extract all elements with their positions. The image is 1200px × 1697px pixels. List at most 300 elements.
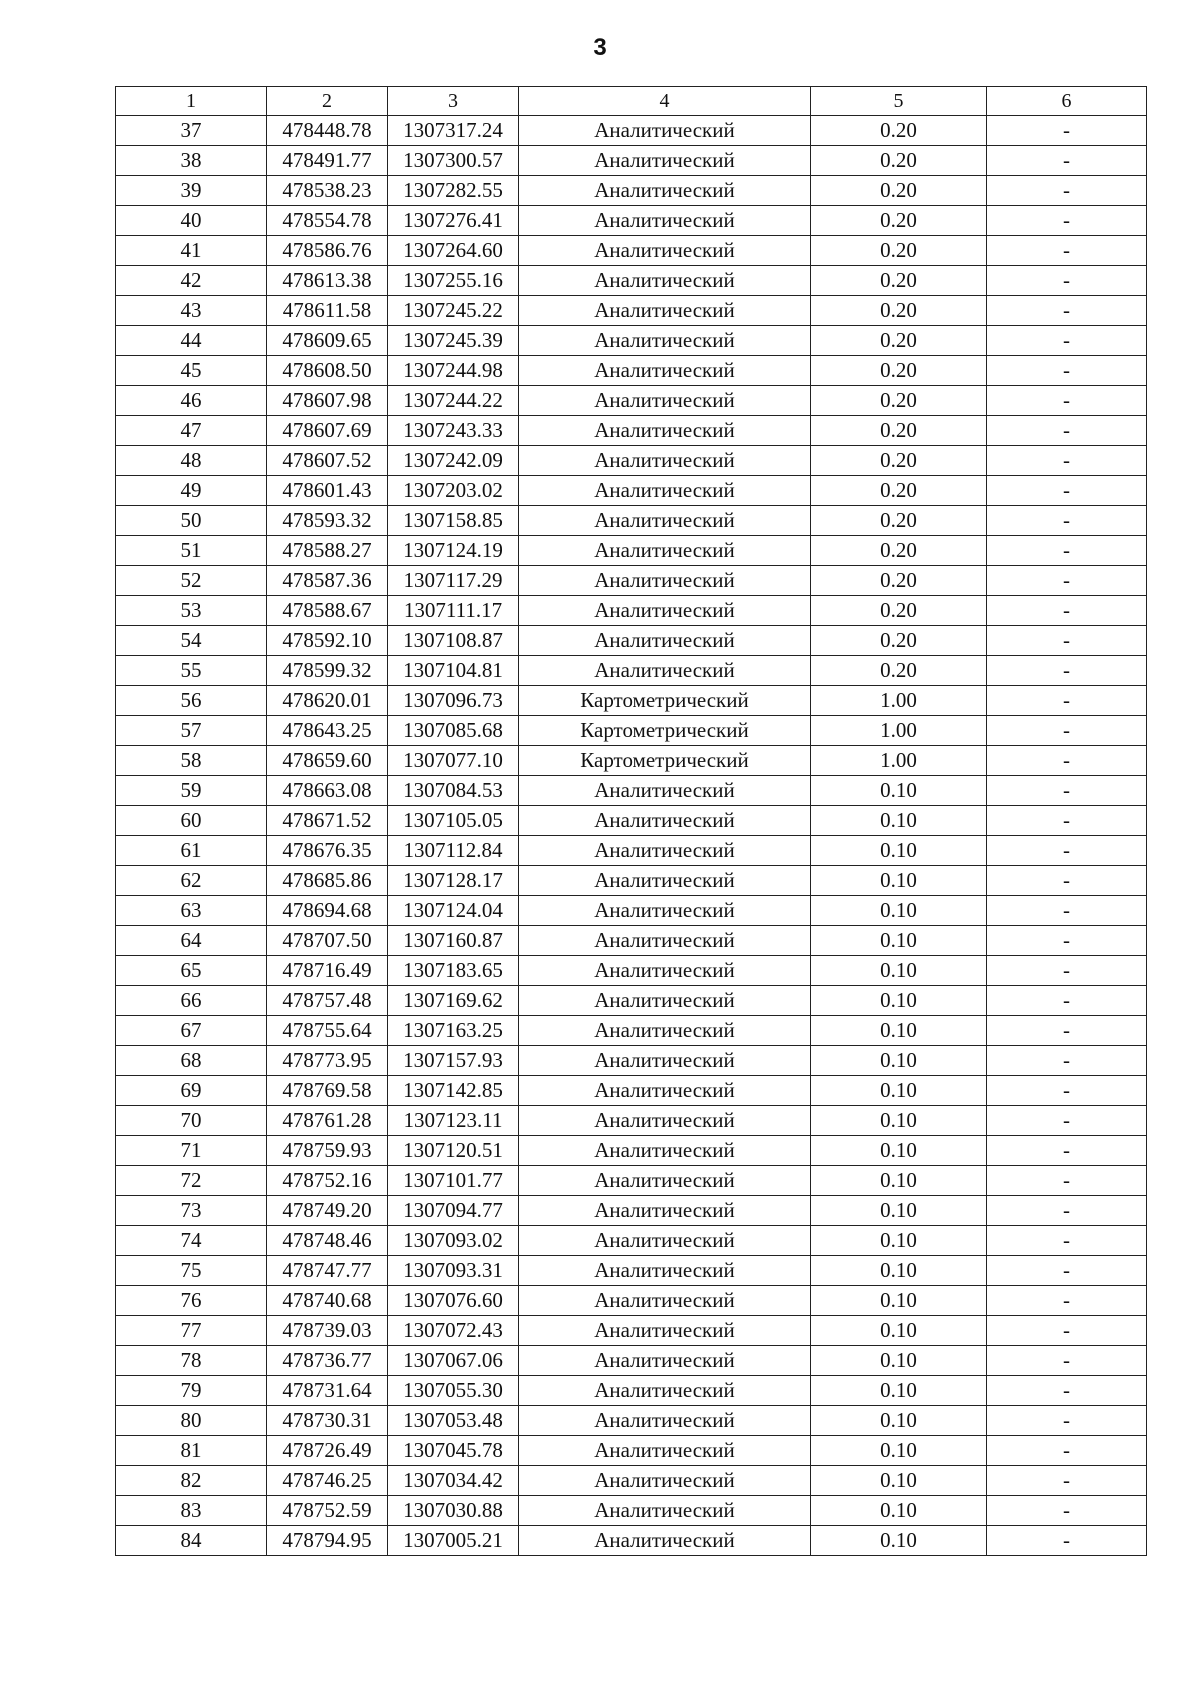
table-row xyxy=(116,386,1147,416)
point-number-cell: 74 xyxy=(116,1226,267,1256)
description-cell: - xyxy=(987,1166,1147,1196)
y-coordinate-cell: 1307317.24 xyxy=(388,116,519,146)
method-cell: Аналитический xyxy=(519,926,811,956)
y-coordinate-cell: 1307244.98 xyxy=(388,356,519,386)
x-coordinate-cell: 478613.38 xyxy=(267,266,388,296)
description-cell: - xyxy=(987,1076,1147,1106)
description-cell: - xyxy=(987,1346,1147,1376)
y-coordinate-cell: 1307158.85 xyxy=(388,506,519,536)
x-coordinate-cell: 478773.95 xyxy=(267,1046,388,1076)
description-cell: - xyxy=(987,476,1147,506)
x-coordinate-cell: 478755.64 xyxy=(267,1016,388,1046)
description-cell: - xyxy=(987,1316,1147,1346)
y-coordinate-cell: 1307183.65 xyxy=(388,956,519,986)
method-cell: Аналитический xyxy=(519,1526,811,1556)
point-number-cell: 79 xyxy=(116,1376,267,1406)
accuracy-cell: 0.20 xyxy=(811,296,987,326)
y-coordinate-cell: 1307093.02 xyxy=(388,1226,519,1256)
table-row xyxy=(116,566,1147,596)
x-coordinate-cell: 478694.68 xyxy=(267,896,388,926)
header-cell-6: 6 xyxy=(987,87,1147,116)
y-coordinate-cell: 1307255.16 xyxy=(388,266,519,296)
method-cell: Аналитический xyxy=(519,356,811,386)
description-cell: - xyxy=(987,206,1147,236)
y-coordinate-cell: 1307124.04 xyxy=(388,896,519,926)
x-coordinate-cell: 478752.16 xyxy=(267,1166,388,1196)
point-number-cell: 54 xyxy=(116,626,267,656)
description-cell: - xyxy=(987,716,1147,746)
point-number-cell: 38 xyxy=(116,146,267,176)
table-row xyxy=(116,326,1147,356)
x-coordinate-cell: 478757.48 xyxy=(267,986,388,1016)
x-coordinate-cell: 478609.65 xyxy=(267,326,388,356)
description-cell: - xyxy=(987,596,1147,626)
method-cell: Аналитический xyxy=(519,836,811,866)
point-number-cell: 51 xyxy=(116,536,267,566)
point-number-cell: 45 xyxy=(116,356,267,386)
table-row xyxy=(116,656,1147,686)
x-coordinate-cell: 478747.77 xyxy=(267,1256,388,1286)
y-coordinate-cell: 1307112.84 xyxy=(388,836,519,866)
x-coordinate-cell: 478593.32 xyxy=(267,506,388,536)
accuracy-cell: 0.10 xyxy=(811,836,987,866)
accuracy-cell: 0.20 xyxy=(811,176,987,206)
description-cell: - xyxy=(987,1046,1147,1076)
table-row xyxy=(116,1106,1147,1136)
method-cell: Аналитический xyxy=(519,386,811,416)
table-body xyxy=(116,116,1147,1556)
method-cell: Аналитический xyxy=(519,146,811,176)
point-number-cell: 71 xyxy=(116,1136,267,1166)
y-coordinate-cell: 1307117.29 xyxy=(388,566,519,596)
description-cell: - xyxy=(987,626,1147,656)
accuracy-cell: 0.10 xyxy=(811,1076,987,1106)
accuracy-cell: 0.10 xyxy=(811,866,987,896)
x-coordinate-cell: 478752.59 xyxy=(267,1496,388,1526)
point-number-cell: 50 xyxy=(116,506,267,536)
accuracy-cell: 0.20 xyxy=(811,626,987,656)
x-coordinate-cell: 478707.50 xyxy=(267,926,388,956)
description-cell: - xyxy=(987,296,1147,326)
x-coordinate-cell: 478769.58 xyxy=(267,1076,388,1106)
description-cell: - xyxy=(987,986,1147,1016)
method-cell: Аналитический xyxy=(519,236,811,266)
method-cell: Аналитический xyxy=(519,296,811,326)
table-row xyxy=(116,1526,1147,1556)
table-row xyxy=(116,356,1147,386)
accuracy-cell: 0.20 xyxy=(811,236,987,266)
method-cell: Аналитический xyxy=(519,1376,811,1406)
y-coordinate-cell: 1307264.60 xyxy=(388,236,519,266)
accuracy-cell: 0.20 xyxy=(811,506,987,536)
point-number-cell: 81 xyxy=(116,1436,267,1466)
y-coordinate-cell: 1307300.57 xyxy=(388,146,519,176)
description-cell: - xyxy=(987,536,1147,566)
y-coordinate-cell: 1307203.02 xyxy=(388,476,519,506)
method-cell: Аналитический xyxy=(519,1226,811,1256)
method-cell: Аналитический xyxy=(519,986,811,1016)
accuracy-cell: 1.00 xyxy=(811,716,987,746)
y-coordinate-cell: 1307282.55 xyxy=(388,176,519,206)
description-cell: - xyxy=(987,506,1147,536)
point-number-cell: 57 xyxy=(116,716,267,746)
accuracy-cell: 0.20 xyxy=(811,416,987,446)
y-coordinate-cell: 1307244.22 xyxy=(388,386,519,416)
table-row xyxy=(116,836,1147,866)
table-row xyxy=(116,596,1147,626)
description-cell: - xyxy=(987,686,1147,716)
method-cell: Аналитический xyxy=(519,776,811,806)
y-coordinate-cell: 1307045.78 xyxy=(388,1436,519,1466)
x-coordinate-cell: 478643.25 xyxy=(267,716,388,746)
y-coordinate-cell: 1307034.42 xyxy=(388,1466,519,1496)
y-coordinate-cell: 1307072.43 xyxy=(388,1316,519,1346)
x-coordinate-cell: 478676.35 xyxy=(267,836,388,866)
y-coordinate-cell: 1307124.19 xyxy=(388,536,519,566)
description-cell: - xyxy=(987,926,1147,956)
x-coordinate-cell: 478608.50 xyxy=(267,356,388,386)
point-number-cell: 84 xyxy=(116,1526,267,1556)
table-row xyxy=(116,626,1147,656)
description-cell: - xyxy=(987,1286,1147,1316)
accuracy-cell: 0.20 xyxy=(811,446,987,476)
y-coordinate-cell: 1307163.25 xyxy=(388,1016,519,1046)
x-coordinate-cell: 478716.49 xyxy=(267,956,388,986)
x-coordinate-cell: 478592.10 xyxy=(267,626,388,656)
point-number-cell: 43 xyxy=(116,296,267,326)
table-row xyxy=(116,1376,1147,1406)
accuracy-cell: 0.20 xyxy=(811,146,987,176)
method-cell: Аналитический xyxy=(519,956,811,986)
accuracy-cell: 0.20 xyxy=(811,266,987,296)
table-row xyxy=(116,1016,1147,1046)
method-cell: Аналитический xyxy=(519,596,811,626)
description-cell: - xyxy=(987,806,1147,836)
method-cell: Аналитический xyxy=(519,866,811,896)
y-coordinate-cell: 1307242.09 xyxy=(388,446,519,476)
x-coordinate-cell: 478448.78 xyxy=(267,116,388,146)
y-coordinate-cell: 1307276.41 xyxy=(388,206,519,236)
y-coordinate-cell: 1307169.62 xyxy=(388,986,519,1016)
method-cell: Аналитический xyxy=(519,1286,811,1316)
x-coordinate-cell: 478759.93 xyxy=(267,1136,388,1166)
y-coordinate-cell: 1307243.33 xyxy=(388,416,519,446)
accuracy-cell: 0.10 xyxy=(811,1256,987,1286)
point-number-cell: 64 xyxy=(116,926,267,956)
table-header xyxy=(116,87,1147,116)
table-row xyxy=(116,986,1147,1016)
point-number-cell: 42 xyxy=(116,266,267,296)
description-cell: - xyxy=(987,386,1147,416)
header-row xyxy=(116,87,1147,116)
table-row xyxy=(116,686,1147,716)
accuracy-cell: 0.10 xyxy=(811,776,987,806)
table-row xyxy=(116,146,1147,176)
method-cell: Аналитический xyxy=(519,506,811,536)
table-row xyxy=(116,1196,1147,1226)
method-cell: Аналитический xyxy=(519,1076,811,1106)
x-coordinate-cell: 478739.03 xyxy=(267,1316,388,1346)
x-coordinate-cell: 478685.86 xyxy=(267,866,388,896)
y-coordinate-cell: 1307077.10 xyxy=(388,746,519,776)
y-coordinate-cell: 1307096.73 xyxy=(388,686,519,716)
description-cell: - xyxy=(987,566,1147,596)
x-coordinate-cell: 478671.52 xyxy=(267,806,388,836)
accuracy-cell: 0.10 xyxy=(811,926,987,956)
table-row xyxy=(116,176,1147,206)
method-cell: Аналитический xyxy=(519,476,811,506)
accuracy-cell: 0.20 xyxy=(811,386,987,416)
table-row xyxy=(116,476,1147,506)
accuracy-cell: 0.10 xyxy=(811,986,987,1016)
accuracy-cell: 0.10 xyxy=(811,1406,987,1436)
method-cell: Аналитический xyxy=(519,1256,811,1286)
method-cell: Аналитический xyxy=(519,116,811,146)
point-number-cell: 76 xyxy=(116,1286,267,1316)
point-number-cell: 52 xyxy=(116,566,267,596)
point-number-cell: 61 xyxy=(116,836,267,866)
accuracy-cell: 0.10 xyxy=(811,956,987,986)
y-coordinate-cell: 1307101.77 xyxy=(388,1166,519,1196)
method-cell: Аналитический xyxy=(519,566,811,596)
table-row xyxy=(116,1436,1147,1466)
point-number-cell: 49 xyxy=(116,476,267,506)
point-number-cell: 46 xyxy=(116,386,267,416)
point-number-cell: 72 xyxy=(116,1166,267,1196)
description-cell: - xyxy=(987,1136,1147,1166)
method-cell: Аналитический xyxy=(519,326,811,356)
point-number-cell: 83 xyxy=(116,1496,267,1526)
accuracy-cell: 0.20 xyxy=(811,656,987,686)
point-number-cell: 65 xyxy=(116,956,267,986)
accuracy-cell: 0.20 xyxy=(811,536,987,566)
x-coordinate-cell: 478607.98 xyxy=(267,386,388,416)
y-coordinate-cell: 1307085.68 xyxy=(388,716,519,746)
y-coordinate-cell: 1307160.87 xyxy=(388,926,519,956)
method-cell: Аналитический xyxy=(519,206,811,236)
table-row xyxy=(116,506,1147,536)
x-coordinate-cell: 478491.77 xyxy=(267,146,388,176)
y-coordinate-cell: 1307120.51 xyxy=(388,1136,519,1166)
accuracy-cell: 0.10 xyxy=(811,1166,987,1196)
point-number-cell: 70 xyxy=(116,1106,267,1136)
x-coordinate-cell: 478588.67 xyxy=(267,596,388,626)
accuracy-cell: 0.10 xyxy=(811,1316,987,1346)
y-coordinate-cell: 1307055.30 xyxy=(388,1376,519,1406)
x-coordinate-cell: 478538.23 xyxy=(267,176,388,206)
point-number-cell: 82 xyxy=(116,1466,267,1496)
accuracy-cell: 0.10 xyxy=(811,1496,987,1526)
x-coordinate-cell: 478554.78 xyxy=(267,206,388,236)
table-row xyxy=(116,1286,1147,1316)
x-coordinate-cell: 478611.58 xyxy=(267,296,388,326)
point-number-cell: 44 xyxy=(116,326,267,356)
description-cell: - xyxy=(987,1406,1147,1436)
method-cell: Картометрический xyxy=(519,686,811,716)
description-cell: - xyxy=(987,956,1147,986)
x-coordinate-cell: 478607.52 xyxy=(267,446,388,476)
description-cell: - xyxy=(987,266,1147,296)
point-number-cell: 78 xyxy=(116,1346,267,1376)
coordinates-table xyxy=(115,86,1147,1556)
method-cell: Аналитический xyxy=(519,1436,811,1466)
accuracy-cell: 0.10 xyxy=(811,1436,987,1466)
accuracy-cell: 0.10 xyxy=(811,896,987,926)
description-cell: - xyxy=(987,1496,1147,1526)
description-cell: - xyxy=(987,836,1147,866)
x-coordinate-cell: 478731.64 xyxy=(267,1376,388,1406)
table-row xyxy=(116,416,1147,446)
accuracy-cell: 0.10 xyxy=(811,1466,987,1496)
y-coordinate-cell: 1307005.21 xyxy=(388,1526,519,1556)
x-coordinate-cell: 478588.27 xyxy=(267,536,388,566)
description-cell: - xyxy=(987,176,1147,206)
description-cell: - xyxy=(987,116,1147,146)
accuracy-cell: 0.10 xyxy=(811,1106,987,1136)
accuracy-cell: 0.10 xyxy=(811,1016,987,1046)
method-cell: Аналитический xyxy=(519,1016,811,1046)
table-row xyxy=(116,1226,1147,1256)
method-cell: Аналитический xyxy=(519,536,811,566)
description-cell: - xyxy=(987,1526,1147,1556)
y-coordinate-cell: 1307111.17 xyxy=(388,596,519,626)
x-coordinate-cell: 478586.76 xyxy=(267,236,388,266)
point-number-cell: 62 xyxy=(116,866,267,896)
method-cell: Аналитический xyxy=(519,1346,811,1376)
header-cell-2: 2 xyxy=(267,87,388,116)
table-row xyxy=(116,1496,1147,1526)
point-number-cell: 75 xyxy=(116,1256,267,1286)
accuracy-cell: 0.10 xyxy=(811,1376,987,1406)
method-cell: Аналитический xyxy=(519,626,811,656)
y-coordinate-cell: 1307076.60 xyxy=(388,1286,519,1316)
x-coordinate-cell: 478663.08 xyxy=(267,776,388,806)
point-number-cell: 41 xyxy=(116,236,267,266)
table-row xyxy=(116,896,1147,926)
accuracy-cell: 0.10 xyxy=(811,1346,987,1376)
description-cell: - xyxy=(987,326,1147,356)
accuracy-cell: 0.20 xyxy=(811,476,987,506)
accuracy-cell: 1.00 xyxy=(811,686,987,716)
description-cell: - xyxy=(987,896,1147,926)
description-cell: - xyxy=(987,416,1147,446)
y-coordinate-cell: 1307030.88 xyxy=(388,1496,519,1526)
accuracy-cell: 0.10 xyxy=(811,1046,987,1076)
x-coordinate-cell: 478599.32 xyxy=(267,656,388,686)
method-cell: Аналитический xyxy=(519,1196,811,1226)
point-number-cell: 58 xyxy=(116,746,267,776)
description-cell: - xyxy=(987,866,1147,896)
description-cell: - xyxy=(987,746,1147,776)
header-cell-3: 3 xyxy=(388,87,519,116)
x-coordinate-cell: 478740.68 xyxy=(267,1286,388,1316)
description-cell: - xyxy=(987,1016,1147,1046)
point-number-cell: 56 xyxy=(116,686,267,716)
description-cell: - xyxy=(987,1196,1147,1226)
x-coordinate-cell: 478607.69 xyxy=(267,416,388,446)
x-coordinate-cell: 478730.31 xyxy=(267,1406,388,1436)
accuracy-cell: 0.20 xyxy=(811,326,987,356)
point-number-cell: 53 xyxy=(116,596,267,626)
point-number-cell: 77 xyxy=(116,1316,267,1346)
method-cell: Аналитический xyxy=(519,446,811,476)
table-row xyxy=(116,1256,1147,1286)
point-number-cell: 69 xyxy=(116,1076,267,1106)
method-cell: Аналитический xyxy=(519,1496,811,1526)
y-coordinate-cell: 1307142.85 xyxy=(388,1076,519,1106)
method-cell: Аналитический xyxy=(519,176,811,206)
description-cell: - xyxy=(987,656,1147,686)
y-coordinate-cell: 1307123.11 xyxy=(388,1106,519,1136)
point-number-cell: 68 xyxy=(116,1046,267,1076)
table-row xyxy=(116,116,1147,146)
x-coordinate-cell: 478794.95 xyxy=(267,1526,388,1556)
y-coordinate-cell: 1307053.48 xyxy=(388,1406,519,1436)
point-number-cell: 47 xyxy=(116,416,267,446)
y-coordinate-cell: 1307067.06 xyxy=(388,1346,519,1376)
table-row xyxy=(116,1346,1147,1376)
description-cell: - xyxy=(987,1226,1147,1256)
y-coordinate-cell: 1307245.39 xyxy=(388,326,519,356)
x-coordinate-cell: 478601.43 xyxy=(267,476,388,506)
table-row xyxy=(116,1046,1147,1076)
y-coordinate-cell: 1307094.77 xyxy=(388,1196,519,1226)
accuracy-cell: 0.20 xyxy=(811,566,987,596)
table-row xyxy=(116,926,1147,956)
accuracy-cell: 0.10 xyxy=(811,1526,987,1556)
table-row xyxy=(116,296,1147,326)
method-cell: Аналитический xyxy=(519,1406,811,1436)
table-row xyxy=(116,716,1147,746)
accuracy-cell: 0.20 xyxy=(811,596,987,626)
table-row xyxy=(116,1466,1147,1496)
accuracy-cell: 0.20 xyxy=(811,116,987,146)
method-cell: Аналитический xyxy=(519,416,811,446)
accuracy-cell: 0.10 xyxy=(811,1286,987,1316)
y-coordinate-cell: 1307245.22 xyxy=(388,296,519,326)
table-row xyxy=(116,1076,1147,1106)
x-coordinate-cell: 478761.28 xyxy=(267,1106,388,1136)
point-number-cell: 60 xyxy=(116,806,267,836)
point-number-cell: 66 xyxy=(116,986,267,1016)
point-number-cell: 37 xyxy=(116,116,267,146)
table-row xyxy=(116,1166,1147,1196)
accuracy-cell: 0.10 xyxy=(811,1226,987,1256)
x-coordinate-cell: 478736.77 xyxy=(267,1346,388,1376)
point-number-cell: 48 xyxy=(116,446,267,476)
method-cell: Аналитический xyxy=(519,806,811,836)
method-cell: Аналитический xyxy=(519,1466,811,1496)
table-row xyxy=(116,236,1147,266)
y-coordinate-cell: 1307105.05 xyxy=(388,806,519,836)
y-coordinate-cell: 1307108.87 xyxy=(388,626,519,656)
description-cell: - xyxy=(987,1466,1147,1496)
description-cell: - xyxy=(987,1106,1147,1136)
accuracy-cell: 0.10 xyxy=(811,1196,987,1226)
point-number-cell: 40 xyxy=(116,206,267,236)
table-row xyxy=(116,1316,1147,1346)
x-coordinate-cell: 478620.01 xyxy=(267,686,388,716)
table-row xyxy=(116,866,1147,896)
page-number: 3 xyxy=(593,34,607,61)
table-row xyxy=(116,266,1147,296)
table-row xyxy=(116,206,1147,236)
description-cell: - xyxy=(987,1256,1147,1286)
table-row xyxy=(116,536,1147,566)
table-row xyxy=(116,446,1147,476)
point-number-cell: 59 xyxy=(116,776,267,806)
point-number-cell: 73 xyxy=(116,1196,267,1226)
